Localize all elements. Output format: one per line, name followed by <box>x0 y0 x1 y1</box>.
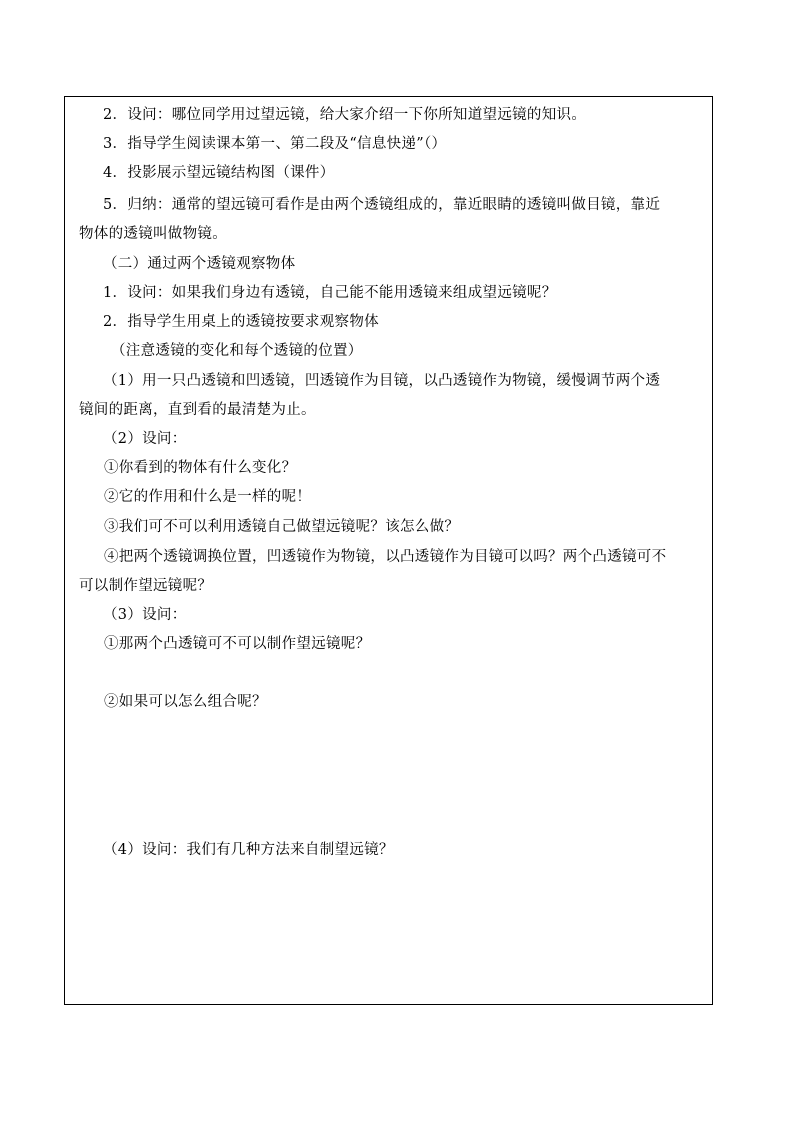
text-line-q4-cont: 可以制作望远镜呢？ <box>79 578 213 594</box>
text-line-4-projection: 4．投影展示望远镜结构图（课件） <box>103 165 335 181</box>
text-line-5-summary: 5．归纳：通常的望远镜可看作是由两个透镜组成的，靠近眼睛的透镜叫做目镜，靠近 <box>103 197 661 213</box>
text-line-q1: ①你看到的物体有什么变化？ <box>104 460 297 476</box>
text-line-2-question: 2．设问：哪位同学用过望远镜，给大家介绍一下你所知道望远镜的知识。 <box>103 107 587 123</box>
text-line-note: （注意透镜的变化和每个透镜的位置） <box>111 343 363 359</box>
text-line-step-3: （3）设问： <box>103 607 187 623</box>
text-line-q3: ③我们可不可以利用透镜自己做望远镜呢？该怎么做？ <box>104 519 460 535</box>
section-heading-2: （二）通过两个透镜观察物体 <box>103 256 296 272</box>
text-line-q4: ④把两个透镜调换位置，凹透镜作为物镜，以凸透镜作为目镜可以吗？两个凸透镜可不 <box>104 549 667 565</box>
text-line-step-1-cont: 镜间的距离，直到看的最清楚为止。 <box>79 402 316 418</box>
text-line-step-1: （1）用一只凸透镜和凹透镜，凹透镜作为目镜，以凸透镜作为物镜，缓慢调节两个透 <box>103 373 661 389</box>
text-line-2-guide: 2．指导学生用桌上的透镜按要求观察物体 <box>103 314 379 330</box>
text-line-step-4: （4）设问：我们有几种方法来自制望远镜？ <box>103 842 394 858</box>
text-line-q2: ②它的作用和什么是一样的呢！ <box>104 489 312 505</box>
text-line-3-reading: 3．指导学生阅读课本第一、第二段及“信息快递”（） <box>103 136 447 152</box>
text-line-1-question: 1．设问：如果我们身边有透镜，自己能不能用透镜来组成望远镜呢？ <box>103 285 557 301</box>
text-line-5-summary-cont: 物体的透镜叫做物镜。 <box>79 226 227 242</box>
text-line-step-3-q2: ②如果可以怎么组合呢？ <box>104 694 267 710</box>
text-line-step-3-q1: ①那两个凸透镜可不可以制作望远镜呢？ <box>104 636 371 652</box>
text-line-step-2: （2）设问： <box>103 431 187 447</box>
